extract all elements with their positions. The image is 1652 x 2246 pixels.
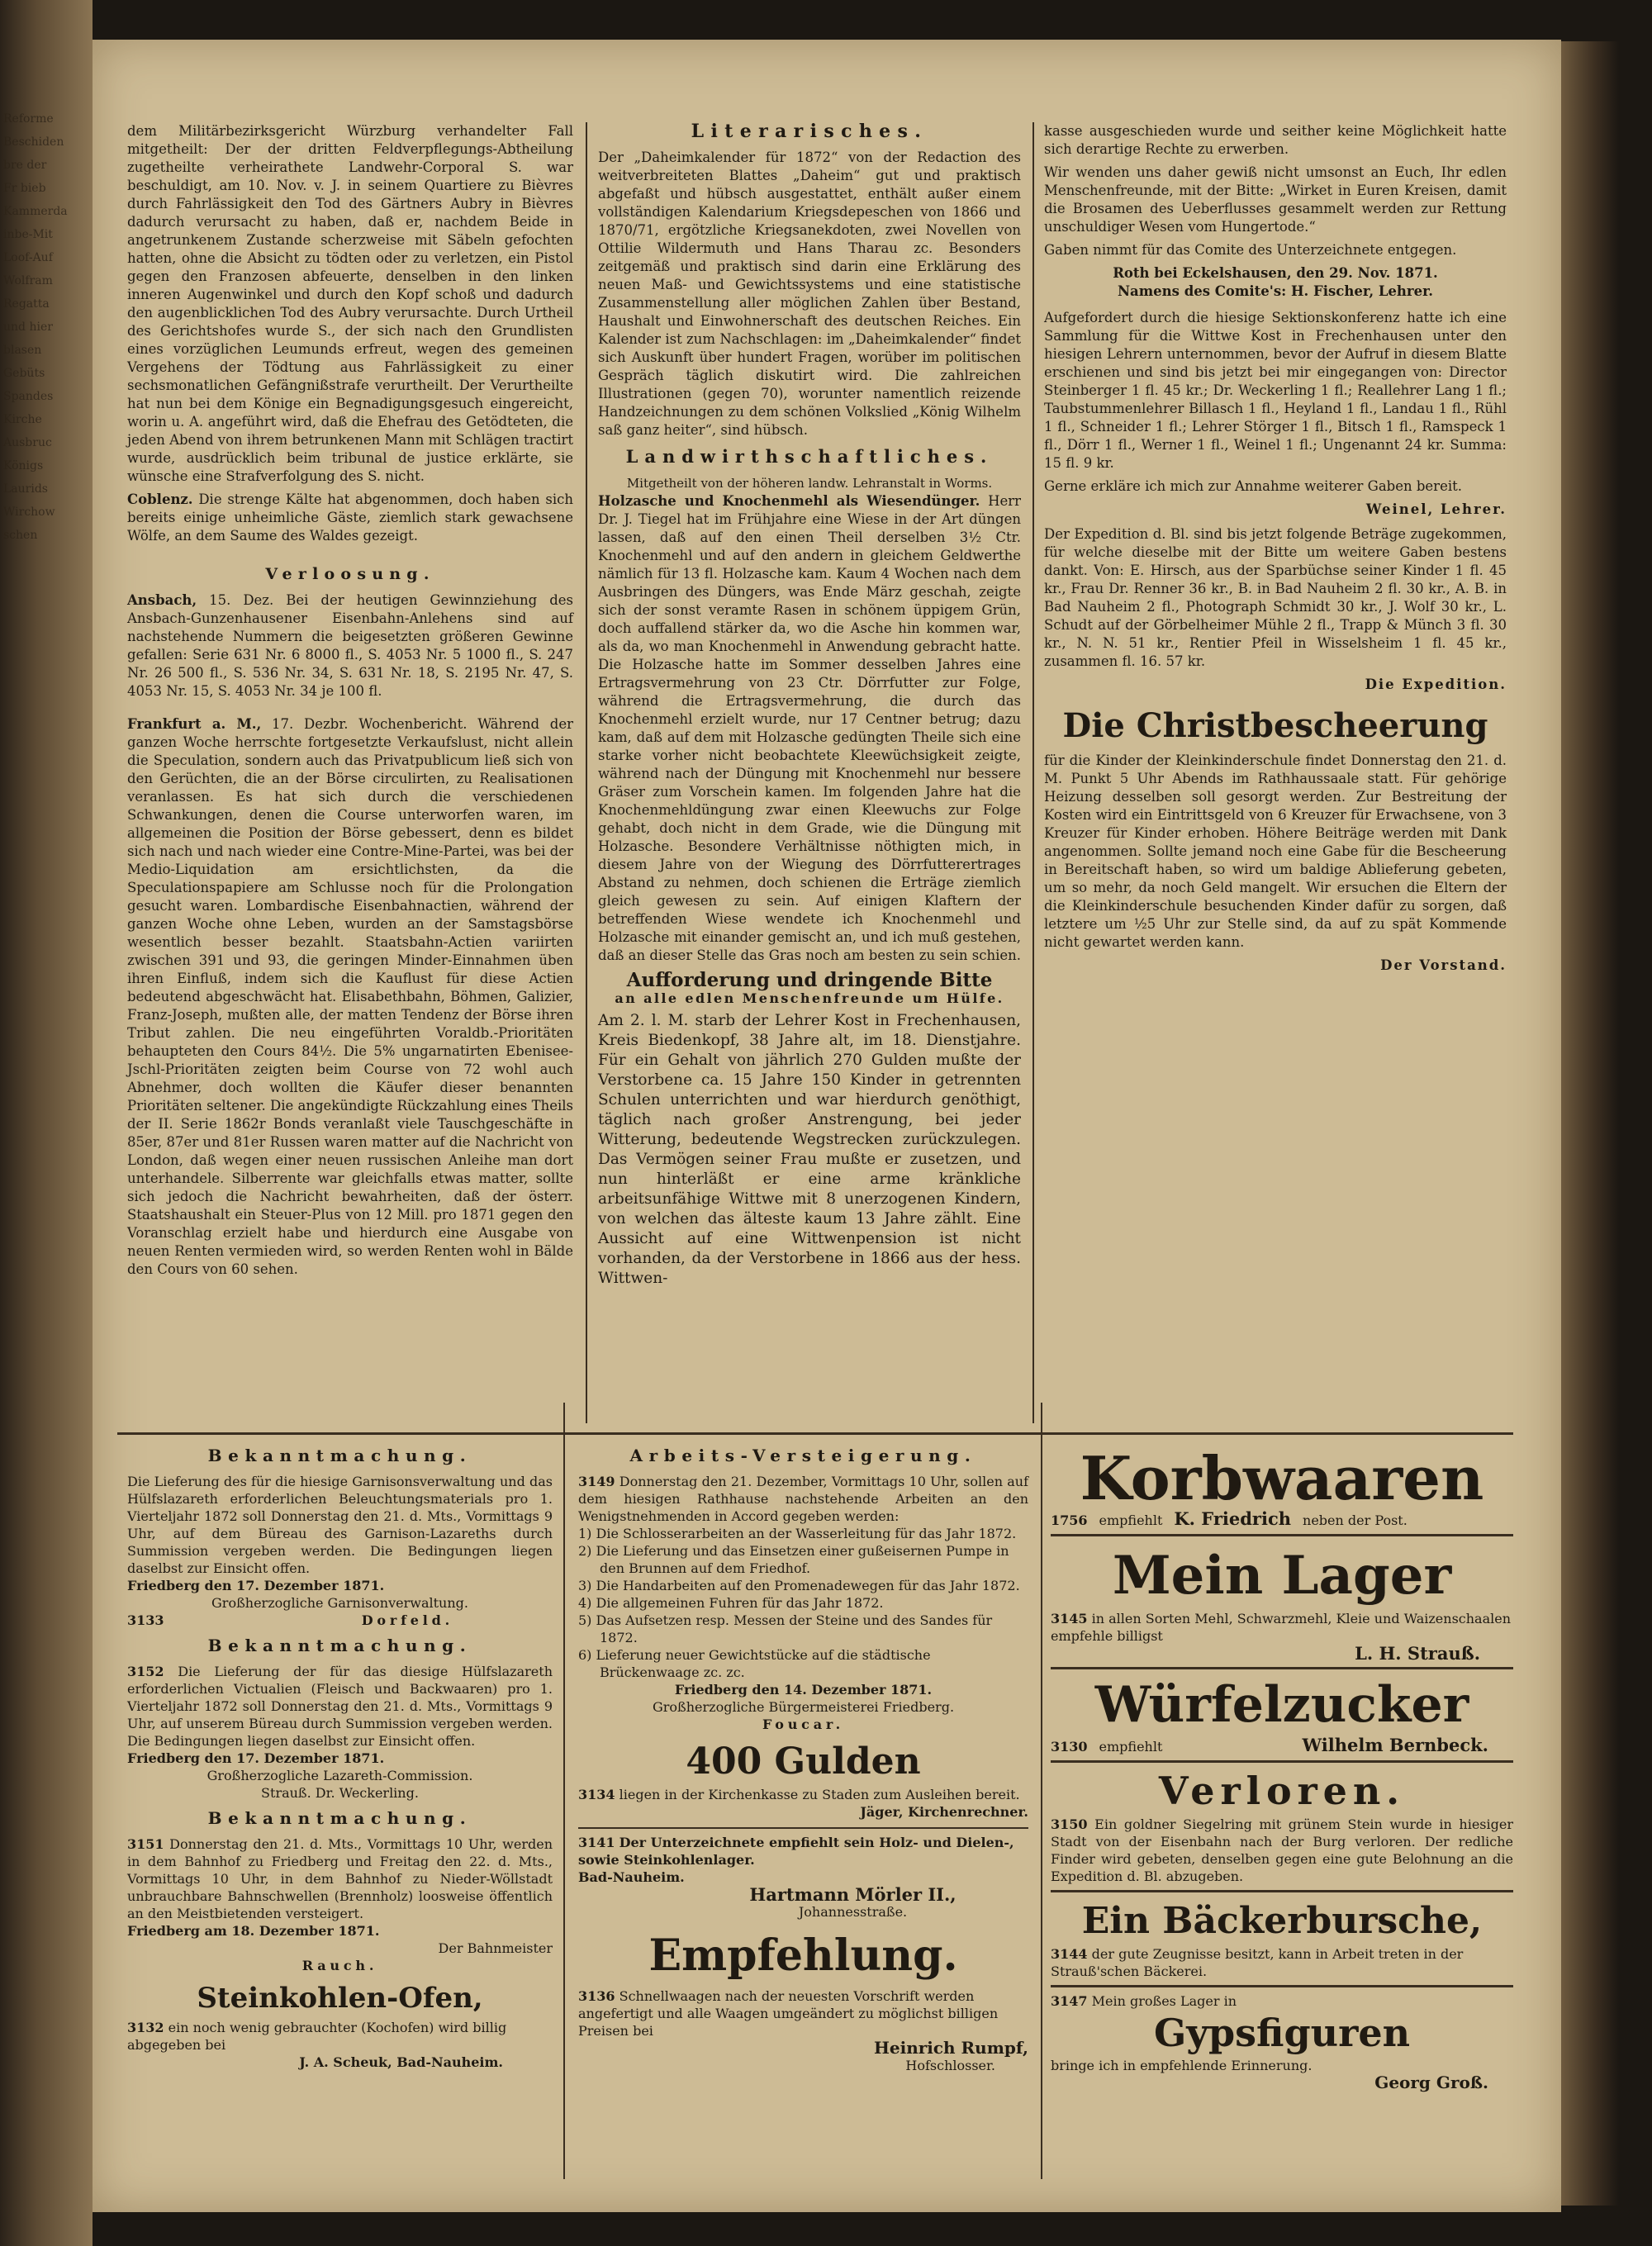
korbwaaren-name: K. Friedrich (1174, 1508, 1292, 1529)
gutter-line: Kammerda (3, 205, 68, 218)
holz-ad-body (578, 1834, 1028, 1869)
aufforderung-appeal: Wir wenden uns daher gewiß nicht umsonst an Euch, Ihr edlen Menschenfreunde, mit der Bitte: „Wirket in Euren Kreisen, damit die Brosamen des Ueberflusses gesammelt werden zur Rettung unschuldiger Wesen vom Hungertode.“ (1044, 164, 1507, 235)
holz-ad-sig-name: Hartmann Mörler II., (749, 1884, 957, 1906)
column-rule (1041, 1403, 1042, 2179)
bek2-number: 3152 (127, 1664, 164, 1679)
bek1-text: Die Lieferung des für die hiesige Garnisonsverwaltung und das Hülfslazareth erforderlichen Beleuchtungsmaterials pro 1. Vierteljahr 1872 soll Donnerstag den 21. d. Mts., Vormittags 9 Uhr, auf dem Büreau des Garnison-Lazareths durch Summission vergeben werden. Die Bedingungen liegen daselbst zur Einsicht offen. (127, 1474, 553, 1576)
bek3-date: Friedberg am 18. Dezember 1871. (127, 1923, 380, 1939)
gypsfiguren-tail: bringe ich in empfehlende Erinnerung. (1051, 2057, 1313, 2073)
baeckerbursche-number: 3144 (1051, 1946, 1088, 1963)
arbeits-item: 2) Die Lieferung und das Einsetzen einer gußeisernen Pumpe in den Brunnen auf dem Friedhof. (578, 1543, 1009, 1576)
gypsfiguren-signature: Georg Groß. (1374, 2072, 1488, 2092)
steinkohlen-text: ein noch wenig gebrauchter (Kochofen) wird billig abgegeben bei (127, 2019, 507, 2053)
korbwaaren-number: 1756 (1051, 1512, 1088, 1528)
gypsfiguren-number: 3147 (1051, 1993, 1088, 2010)
holz-ad-text: Der Unterzeichnete empfiehlt sein Holz- und Dielen-, sowie Steinkohlenlager. (578, 1835, 1014, 1869)
holz-ad-sig-street: Johannesstraße. (798, 1904, 908, 1921)
korbwaaren-tail: neben der Post. (1303, 1512, 1408, 1528)
article-military-court: dem Militärbezirksgericht Würzburg verhandelter Fall mitgetheilt: Der der dritten Feldverpflegungs-Abtheilung zugetheilte verheirathete Landwehr-Corporal S. war beschuldigt, am 10. Nov. v. J. in seinem Quartiere zu Bièvres durch Fahrlässigkeit den Tod des Gärtners Aubry in Bièvres dadurch verursacht zu haben, daß er, nachdem Beide in angetrunkenem Zustande scherzweise mit Säbeln gefochten hatten, ohne die Absicht zu tödten oder zu verletzen, ein Pistol gegen den Franzosen abfeuerte, denselben in den linken inneren Augenwinkel und durch den Kopf schoß und dadurch den augenblicklichen Tod des Aubry verursachte. Durch Urtheil des Gerichtshofes wurde S., der sich nach den Grundlisten eines vorzüglichen Leumunds erfreut, wegen des gemeinen Vergehens der Tödtung aus Fahrlässigkeit zu einer sechsmonatlichen Gefängnißstrafe verurtheilt. Der Verurtheilte hat nun bei dem Könige ein Begnadigungsgesuch eingereicht, worin u. A. angeführt wird, daß die Ehefrau des Getödteten, die jeden Abend von ihrem betrunkenen Mann mit Schlägen tractirt wurde, ausdrücklich beim tribunal de justice erklärte, sie wünsche eine Strafverfolgung des S. nicht. (127, 123, 573, 484)
ads-middle (578, 1444, 1028, 2074)
gulden-number: 3134 (578, 1787, 615, 1803)
bek2-sig-names: Strauß. Dr. Weckerling. (261, 1785, 419, 1801)
gutter-line: Königs (3, 459, 44, 472)
column-3 (1044, 122, 1507, 975)
landw-source: Mitgetheilt von der höheren landw. Lehranstalt in Worms. (626, 476, 993, 491)
aufforderung-place-date: Roth bei Eckelshausen, den 29. Nov. 1871. (1113, 265, 1438, 281)
sammlung-list: Aufgefordert durch die hiesige Sektionskonferenz hatte ich eine Sammlung für die Wittwe Kost in Frechenhausen unter den hiesigen Lehrern unternommen, bevor der Aufruf in diesem Blatte erschienen und sind bis jetzt bei mir eingegangen von: Director Steinberger 1 fl. 45 kr.; Dr. Weckerling 1 fl.; Reallehrer Lang 1 fl.; Taubstummenlehrer Billasch 1 fl., Heyland 1 fl., Landau 1 fl., Rühl 1 fl., Schneider 1 fl.; Lehrer Störger 1 fl., Bitsch 1 fl., Ramspeck 1 fl., Dörr 1 fl., Werner 1 fl., Weinel 1 fl.; Ungenannt 24 kr. Summa: 15 fl. 9 kr. (1044, 310, 1507, 471)
expedition-signature: Die Expedition. (1365, 677, 1507, 692)
bek2-date: Friedberg den 17. Dezember 1871. (127, 1750, 385, 1766)
lager-headline: Mein Lager (1112, 1544, 1452, 1607)
gutter-line: Kirche (3, 413, 42, 426)
steinkohlen-signature: J. A. Scheuk, Bad-Nauheim. (299, 2054, 503, 2070)
article-ansbach-title: Ansbach, (127, 592, 197, 608)
aufforderung-signature: Namens des Comite's: H. Fischer, Lehrer. (1117, 283, 1434, 299)
verloren-text: Ein goldner Siegelring mit grünem Stein wurde in hiesiger Stadt von der Eisenbahn nach der Burg verloren. Der redliche Finder wird gebeten, denselben gegen eine gute Belohnung an die Expedition d. Bl. abzugeben. (1051, 1816, 1513, 1885)
gulden-headline: 400 Gulden (686, 1740, 921, 1783)
lager-text: in allen Sorten Mehl, Schwarzmehl, Kleie und Waizenschaalen empfehle billigst (1051, 1610, 1512, 1644)
aufforderung-gaben: Gaben nimmt für das Comite des Unterzeichnete entgegen. (1044, 242, 1457, 258)
gutter-line: Wirchow (3, 506, 55, 519)
arbeits-item: 5) Das Aufsetzen resp. Messen der Steine und des Sandes für 1872. (578, 1612, 993, 1645)
arbeits-item: 1) Die Schlosserarbeiten an der Wasserleitung für das Jahr 1872. (578, 1526, 1017, 1541)
arbeits-item: 3) Die Handarbeiten auf den Promenadewegen für das Jahr 1872. (578, 1578, 1020, 1593)
bek3-sig-title: Der Bahnmeister (438, 1940, 553, 1956)
lager-body (1051, 1610, 1513, 1645)
empfehlung-headline: Empfehlung. (648, 1930, 958, 1982)
section-heading-landwirthschaftliches: Landwirthschaftliches. (625, 446, 994, 467)
korbwaaren-headline: Korbwaaren (1080, 1443, 1484, 1513)
sammlung-closing: Gerne erkläre ich mich zur Annahme weiterer Gaben bereit. (1044, 478, 1462, 494)
baeckerbursche-headline: Ein Bäckerbursche, (1081, 1900, 1483, 1943)
gutter-line: Ausbruc (3, 436, 52, 449)
empfehlung-text: Schnellwaagen nach der neuesten Vorschrift werden angefertigt und alle Waagen umgeändert zu möglichst billigen Preisen bei (578, 1987, 999, 2039)
column-2 (598, 122, 1021, 1294)
gutter-line: Wolfram (3, 274, 53, 287)
expedition-donations: Der Expedition d. Bl. sind bis jetzt folgende Beträge zugekommen, für welche dieselbe mit der Bitte um weitere Gaben bestens dankt. Von: E. Hirsch, aus der Sparbüchse seiner Kinder 1 fl. 45 kr., Frau Dr. Renner 36 kr., B. in Bad Nauheim 2 fl. 30 kr., A. B. in Bad Nauheim 2 fl., Photograph Schmidt 30 kr., J. Wolf 30 kr., L. Schudt auf der Görbelheimer Mühle 2 fl., Trapp & Münch 3 fl. 30 kr., N. N. 51 kr., Rentier Pfeil in Wisselsheim 1 fl. 45 kr., zusammen fl. 16. 57 kr. (1044, 526, 1507, 669)
gutter-line: inbe-Mit (3, 228, 53, 241)
steinkohlen-body (127, 2019, 553, 2054)
section-heading-aufforderung: Aufforderung und dringende Bitte (626, 969, 993, 991)
arbeits-sig-office: Großherzogliche Bürgermeisterei Friedberg. (652, 1699, 955, 1715)
empfehlung-body (578, 1987, 1028, 2039)
gypsfiguren-text: Mein großes Lager in (1091, 1993, 1237, 2010)
gutter-line: schen (3, 529, 38, 542)
arbeits-item: 4) Die allgemeinen Fuhren für das Jahr 1872. (578, 1595, 884, 1611)
article-coblenz (127, 491, 573, 545)
empfehlung-sig-name: Heinrich Rumpf, (873, 2037, 1028, 2058)
bek2-body (127, 1663, 553, 1750)
gulden-body (578, 1786, 1028, 1803)
article-daheimkalender: Der „Daheimkalender für 1872“ von der Redaction des weitverbreiteten Blattes „Daheim“ gut und praktisch abgefaßt und hübsch ausgestattet, enthält außer einem vollständigen Kalendarium Kriegsdepeschen von 1866 und 1870/71, ergötzliche Kriegsanekdoten, zwei Novellen von Ottilie Wildermuth und Hans Tharau zc. Besonders zeitgemäß und praktisch sind darin eine Erklärung des neuen Maß- und Gewichtssystems und eine statistische Zusammenstellung aller möglichen Zahlen über Bestand, Haushalt und Einwohnerschaft des deutschen Reiches. Ein Kalender ist zum Nachschlagen: im „Daheimkalender“ findet sich Auskunft über hundert Fragen, worüber im politischen Gespräch täglich diskutirt wird. Die zahlreichen Illustrationen (gegen 70), worunter namentlich reizende Handzeichnungen zu dem schönen Volkslied „König Wilhelm saß ganz heiter“, sind hübsch. (598, 150, 1021, 438)
gutter-line: Spandes (3, 390, 54, 403)
wuerfelzucker-line (1051, 1736, 1513, 1763)
aufforderung-continued: kasse ausgeschieden wurde und seither keine Möglichkeit hatte sich derartige Rechte zu erwerben. (1044, 123, 1507, 157)
article-holzasche-text: Herr Dr. J. Tiegel hat im Frühjahre eine Wiese in der Art düngen lassen, daß auf den einen Theil derselben 3½ Ctr. Knochenmehl und auf den andern in gleichem Geldwerthe nämlich für 13 fl. Holzasche kam. Kaum 4 Wochen nach dem Ausbringen des Düngers, was Ende März geschah, zeigte sich der sonst veramte Rasen in schönem üppigem Grün, doch auffallend stärker da, wo die Asche hin kommen war, als da, wo man Knochenmehl in Anwendung gebracht hatte. Die Holzasche hatte im Sommer desselben Jahres eine Ertragsvermehrung von 23 Ctr. Dörrfutter zur Folge, während die Ertragsvermehrung, die durch das Knochenmehl erzielt wurde, nur 17 Centner betrug; dazu kam, daß auf dem mit Holzasche gedüngten Theile sich eine starke vorher nicht beobachtete Kleewüchsigkeit zeigte, während nach der Düngung mit Knochenmehl nur bessere Gräser zum Vorschein kamen. Im folgenden Jahre hat die Knochenmehldüngung zwar einen Kleewuchs zur Folge gehabt, doch nicht in dem Grade, wie die Düngung mit Holzasche. Besondere Verhältnisse nöthigten mich, in diesem Jahre von der Wiegung des Dörrfutterertrages Abstand zu nehmen, doch schienen die Erträge ziemlich gleich gewesen zu sein. Auf einigen Klaftern der betreffenden Wiese wendete ich Knochenmehl und Holzasche mit einander gemischt an, und ich muß gestehen, daß an dieser Stelle das Gras noch am besten zu sein schien. (598, 493, 1022, 963)
gutter-line: blasen (3, 344, 42, 357)
ads-left (127, 1444, 553, 2071)
gutter-line: Regatta (3, 297, 50, 311)
holz-ad-place: Bad-Nauheim. (578, 1869, 685, 1886)
bek2-heading: Bekanntmachung. (207, 1636, 472, 1655)
baeckerbursche-body (1051, 1945, 1513, 1987)
christbescheerung-text: für die Kinder der Kleinkinderschule findet Donnerstag den 21. d. M. Punkt 5 Uhr Abends im Rathhaussaale statt. Für gehörige Heizung desselben soll gesorgt werden. Zur Bestreitung der Kosten wird ein Eintrittsgeld von 6 Kreuzer für Erwachsene, von 3 Kreuzer für Kinder erhoben. Höhere Beiträge werden mit Dank angenommen. Sollte jemand noch eine Gabe für die Bescheerung in Bereitschaft haben, so wird um baldige Ablieferung gebeten, um so mehr, da noch Geld mangelt. Wir ersuchen die Eltern der die Kleinkinderschule besuchenden Kinder dafür zu sorgen, daß letztere um ½5 Uhr zur Stelle sind, da auf zu spät Kommende nicht gewartet werden kann. (1044, 753, 1507, 950)
bek1-heading: Bekanntmachung. (207, 1446, 472, 1465)
article-ansbach-text: 15. Dez. Bei der heutigen Gewinnziehung des Ansbach-Gunzenhausener Eisenbahn-Anlehens sind auf nachstehende Nummern die beigesetzten größeren Gewinne gefallen: Serie 631 Nr. 6 8000 fl., S. 4053 Nr. 5 1000 fl., S. 247 Nr. 26 500 fl., S. 536 Nr. 34, S. 631 Nr. 18, S. 2195 Nr. 47, S. 4053 Nr. 15, S. 4053 Nr. 34 je 100 fl. (127, 592, 573, 699)
article-frankfurt (127, 715, 573, 1279)
article-ansbach (127, 591, 573, 700)
section-heading-verloosung: Verloosung. (265, 565, 435, 583)
bek3-body (127, 1835, 553, 1922)
arbeits-item: 6) Lieferung neuer Gewichtstücke auf die städtische Brückenwaage zc. zc. (578, 1647, 931, 1680)
article-coblenz-text: Die strenge Kälte hat abgenommen, doch haben sich bereits einige unheimliche Gäste, ziemlich stark gewachsene Wölfe, an dem Saume des Waldes gezeigt. (127, 491, 573, 544)
gutter-line: Beschiden (3, 135, 64, 149)
column-rule (563, 1403, 565, 2179)
gutter-bleed (0, 0, 93, 2246)
wuerfelzucker-headline: Würfelzucker (1094, 1675, 1469, 1734)
holz-ad-number: 3141 (578, 1835, 615, 1851)
bek1-sig-name: Dorfeld. (361, 1612, 453, 1628)
newspaper-page (93, 40, 1561, 2212)
korbwaaren-text: empfiehlt (1099, 1512, 1163, 1528)
ads-right (1051, 1444, 1513, 2092)
wuerfelzucker-text: empfiehlt (1099, 1738, 1163, 1755)
bek3-heading: Bekanntmachung. (207, 1808, 472, 1828)
arbeits-date: Friedberg den 14. Dezember 1871. (674, 1682, 933, 1698)
gutter-line: Fr bieb (3, 182, 46, 195)
gulden-text: liegen in der Kirchenkasse zu Staden zum Ausleihen bereit. (619, 1787, 1020, 1803)
empfehlung-sig-title: Hofschlosser. (905, 2057, 995, 2073)
arbeits-text: Donnerstag den 21. Dezember, Vormittags 10 Uhr, sollen auf dem hiesigen Rathhause nachstehende Arbeiten an den Wenigstnehmenden in Accord gegeben werden: (578, 1474, 1028, 1524)
article-holzasche-title: Holzasche und Knochenmehl als Wiesendünger. (598, 493, 980, 509)
wuerfelzucker-signature: Wilhelm Bernbeck. (1302, 1734, 1488, 1755)
bek1-date: Friedberg den 17. Dezember 1871. (127, 1578, 385, 1593)
lager-signature: L. H. Strauß. (1051, 1645, 1513, 1669)
gutter-line: Gebüts (3, 367, 45, 380)
article-aufforderung: Am 2. l. M. starb der Lehrer Kost in Frechenhausen, Kreis Biedenkopf, 38 Jahre alt, im 18. Dienstjahre. Für ein Gehalt von jährlich 270 Gulden mußte der Verstorbene ca. 15 Jahre 150 Kinder in getrennten Schulen unterrichten und war hierdurch genöthigt, täglich nach großer Anstrengung, bei jeder Witterung, bedeutende Wegstrecken zurückzulegen. Das Vermögen seiner Frau mußte er zusetzen, und nun hinterläßt er eine arme kränkliche arbeitsunfähige Wittwe mit 8 unerzogenen Kindern, von welchen das älteste kaum 13 Jahre zählt. Eine Aussicht auf eine Wittwenpension ist nicht vorhanden, da der Verstorbene in 1866 aus der hess. Wittwen- (598, 1012, 1021, 1287)
christbescheerung-signature: Der Vorstand. (1380, 957, 1507, 973)
bek2-text: Die Lieferung der für das diesige Hülfslazareth erforderlichen Victualien (Fleisch und Backwaaren) pro 1. Vierteljahr 1872 soll Donnerstag den 21. d. Mts., Vormittags 9 Uhr, auf unserem Büreau durch Summission vergeben werden. Die Bedingungen liegen daselbst zur Einsicht offen. (127, 1664, 553, 1749)
christbescheerung-headline: Die Christbescheerung (1062, 706, 1488, 745)
gutter-text (0, 0, 93, 547)
arbeits-items (578, 1525, 1028, 1681)
gutter-line: und hier (3, 321, 53, 334)
column-1 (127, 122, 573, 1284)
lager-number: 3145 (1051, 1610, 1088, 1626)
section-heading-literarisches: Literarisches. (691, 121, 928, 142)
verloren-number: 3150 (1051, 1816, 1088, 1833)
verloren-headline: Verloren. (1158, 1768, 1406, 1813)
column-rule (1032, 122, 1034, 1423)
gutter-line: Loof-Auf (3, 251, 53, 264)
ad-divider (578, 1827, 1028, 1829)
gutter-line: Laurids (3, 482, 48, 496)
gutter-line: bre der (3, 159, 47, 172)
bek1-sig-office: Großherzogliche Garnisonverwaltung. (211, 1595, 468, 1611)
bek3-number: 3151 (127, 1836, 164, 1852)
gypsfiguren-headline: Gypsfiguren (1153, 2011, 1411, 2056)
gulden-signature: Jäger, Kirchenrechner. (860, 1804, 1028, 1821)
bek1-number: 3133 (127, 1612, 164, 1628)
article-frankfurt-title: Frankfurt a. M., (127, 716, 262, 732)
baeckerbursche-text: der gute Zeugnisse besitzt, kann in Arbeit treten in der Strauß'schen Bäckerei. (1051, 1946, 1464, 1980)
arbeits-number: 3149 (578, 1474, 615, 1489)
wuerfelzucker-number: 3130 (1051, 1738, 1088, 1755)
page-edge (1561, 41, 1619, 2206)
bek3-text: Donnerstag den 21. d. Mts., Vormittags 10 Uhr, werden in dem Bahnhof zu Friedberg und Freitag den 22. d. Mts., Vormittags 10 Uhr, in dem Bahnhof zu Nieder-Wöllstadt unbrauchbare Bahnschwellen (Brennholz) loosweise öffentlich an den Meistbietenden versteigert. (127, 1836, 553, 1921)
article-frankfurt-text: 17. Dezbr. Wochenbericht. Während der ganzen Woche herrschte fortgesetzte Verkaufslust, nicht allein die Speculation, sondern auch das Privatpublicum ließ sich von den Gerüchten, die an der Börse circulirten, zu Realisationen veranlassen. Es hat sich durch die verschiedenen Schwankungen, denen die Course unterworfen waren, im allgemeinen die Position der Börse gebessert, denn es bildet sich nach und nach wieder eine Contre-Mine-Partei, was bei der Medio-Liquidation am ersichtlichsten, da die Speculationspapiere am Schlusse noch für die Prolongation gesucht waren. Lombardische Eisenbahnactien, während der ganzen Woche ohne Leben, wurden an der Samstagsbörse wesentlich besser bezahlt. Staatsbahn-Actien variirten zwischen 391 und 93, die geringen Minder-Einnahmen üben ihren Einfluß, indem sich die Kauflust für diese Actien bedeutend abgeschwächt hat. Elisabethbahn, Böhmen, Galizier, Franz-Joseph, mußten alle, der matten Tendenz der Börse ihren Tribut zahlen. Die neu eingeführten Voraldb.-Prioritäten behaupteten den Cours 84½. Die 5% ungarnatirten Ebenisee-Jschl-Prioritäten zeigten beim Course von 72 wohl auch Abnehmer, doch wollten die Käufer dieser benannten Prioritäten seltener. Die angekündigte Rückzahlung eines Theils der II. Serie 1862r Bonds veranlaßt viele Tauschgeschäfte in 85er, 87er und 81er Russen waren matter auf die Nachricht von London, daß wegen einer neuen russischen Anleihe man dort unterhandele. Silberrente war gleichfalls etwas matter, sollte sich jedoch die Nachricht bewahrheiten, daß der österr. Staatshaushalt ein Steuer-Plus von 12 Mill. pro 1871 gegen den Voranschlag erzielt habe und hierdurch eine Ausgabe von neuen Renten vermieden wird, so werden Renten wohl in Bälde den Cours von 60 sehen. (127, 716, 573, 1277)
sammlung-signature: Weinel, Lehrer. (1365, 501, 1507, 517)
column-rule (586, 122, 587, 1423)
steinkohlen-number: 3132 (127, 2019, 164, 2035)
arbeits-sig-name: Foucar. (762, 1717, 845, 1732)
steinkohlen-headline: Steinkohlen-Ofen, (197, 1982, 483, 2015)
article-coblenz-title: Coblenz. (127, 491, 193, 507)
verloren-body (1051, 1816, 1513, 1892)
aufforderung-subtitle: an alle edlen Menschenfreunde um Hülfe. (615, 990, 1004, 1006)
gutter-line: Reforme (3, 112, 54, 126)
arbeits-body (578, 1473, 1028, 1525)
empfehlung-number: 3136 (578, 1987, 615, 2004)
arbeits-heading: Arbeits-Versteigerung. (629, 1446, 977, 1465)
article-holzasche (598, 492, 1021, 965)
gypsfiguren-intro (1051, 1992, 1513, 2010)
korbwaaren-line (1051, 1510, 1513, 1536)
bek3-sig-name: Rauch. (301, 1958, 378, 1973)
section-rule (117, 1432, 1513, 1435)
bek2-sig-office: Großherzogliche Lazareth-Commission. (206, 1768, 473, 1783)
